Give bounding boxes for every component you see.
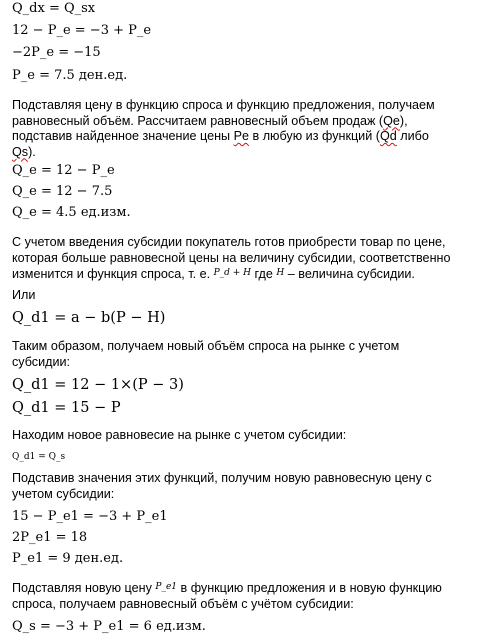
formula-equilibrium-volume-result: Q_e = 4.5 ед.изм.	[12, 205, 131, 220]
formula-new-price-equation: 15 − P_e1 = −3 + P_e1	[12, 509, 168, 524]
paragraph-new-demand: Таким образом, получаем новый объём спроса на рынке с учетом субсидии:	[12, 339, 400, 369]
paragraph-new-volume: Подставляя новую цену $^{P\_e1}$ в функцию предложения и в новую функцию спроса, получаем равновесный объём с учётом субсидии:	[12, 581, 442, 611]
formula-new-price-result: P_e1 = 9 ден.ед.	[12, 551, 124, 566]
spellcheck-word: Qs	[12, 144, 29, 159]
paragraph-subsidy: С учетом введения субсидии покупатель готов приобрести товар по цене, которая больше равновесной цены на величину субсидии, соответственно изменится и функция спроса, т. е. $^{P\_d + H}$ где $^H$ – величина субсидии.	[12, 235, 451, 281]
formula-equilibrium-price: P_e = 7.5 ден.ед.	[12, 68, 128, 83]
or-text: Или	[12, 288, 36, 302]
formula-new-demand: Q_d1 = 12 − 1×(P − 3)	[12, 377, 184, 393]
inline-variable: H	[276, 268, 285, 278]
formula-equation: 12 − P_e = −3 + P_e	[12, 23, 152, 38]
spellcheck-word: Qe	[383, 113, 400, 128]
paragraph-new-equilibrium: Находим новое равновесие на рынке с учетом субсидии:	[12, 428, 347, 442]
paragraph-new-price: Подставив значения этих функций, получим новую равновесную цену с учетом субсидии:	[12, 471, 432, 501]
formula-new-equilibrium-condition: Q_d1 = Q_s	[12, 452, 66, 462]
formula-equation: −2P_e = −15	[12, 45, 101, 60]
spellcheck-word: Qd	[379, 129, 397, 143]
formula-equilibrium-volume: Q_e = 12 − P_e	[12, 163, 115, 178]
formula-equilibrium-condition: Q_dx = Q_sx	[12, 1, 96, 16]
inline-formula: P_d + H	[213, 268, 252, 278]
formula-equilibrium-volume: Q_e = 12 − 7.5	[12, 184, 113, 199]
formula-demand-with-subsidy: Q_d1 = a − b(P − H)	[12, 310, 166, 326]
spellcheck-word: Pe	[233, 129, 250, 143]
formula-new-price-equation: 2P_e1 = 18	[12, 530, 88, 545]
formula-new-demand-result: Q_d1 = 15 − P	[12, 400, 121, 416]
inline-variable: P_e1	[155, 582, 177, 592]
formula-new-volume-result: Q_s = −3 + P_e1 = 6 ед.изм.	[12, 619, 206, 634]
paragraph-equilibrium-volume: Подставляя цену в функцию спроса и функцию предложения, получаем равновесный объём. Рассчитаем равновесный объем продаж (Qe), подставив найденное значение цены Pe в любую из функций (Qd либо Qs).	[12, 98, 435, 159]
